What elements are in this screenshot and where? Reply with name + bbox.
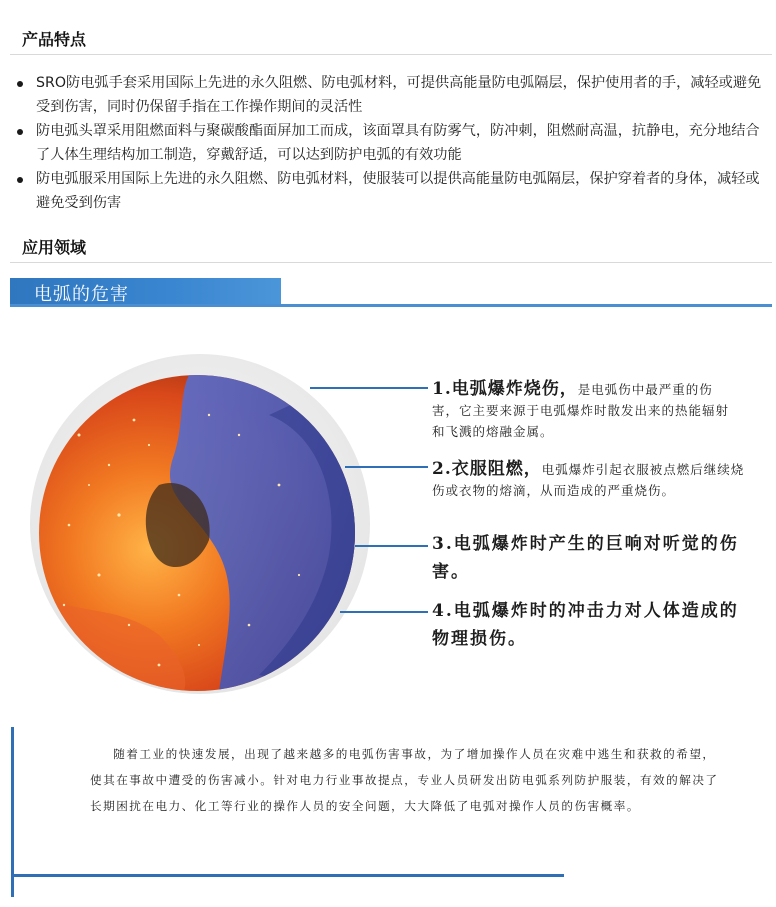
bullet-dot-icon — [17, 129, 23, 135]
arc-flash-photo — [39, 375, 355, 691]
connector-line-4 — [340, 611, 428, 613]
feature-text-hood: 防电弧头罩采用阻燃面料与聚碳酸酯面屏加工而成，该面罩具有防雾气，防冲刺，阻燃耐高温，抗静电，充分地结合了人体生理结构加工制造，穿戴舒适，可以达到防护电弧的有效功能 — [36, 123, 760, 163]
features-list — [14, 72, 770, 216]
hazard-body: 是电弧伤中最严重的伤害，它主要来源于电弧爆炸时散发出来的热能辐射和飞溅的熔融金属。 — [432, 382, 730, 439]
features-divider — [10, 54, 772, 55]
hazard-item-4 — [432, 597, 742, 653]
connector-line-2 — [345, 466, 428, 468]
application-heading: 应用领域 — [22, 238, 87, 257]
list-item — [14, 72, 770, 119]
connector-line-1 — [310, 387, 428, 389]
feature-text-gloves: SRO防电弧手套采用国际上先进的永久阻燃、防电弧材料，可提供高能量防电弧隔层，保护使用者的手，减轻或避免受到伤害，同时仍保留手指在工作操作期间的灵活性 — [36, 75, 762, 115]
application-divider — [10, 262, 772, 263]
hazard-head: 3.电弧爆炸时产生的巨响对听觉的伤害。 — [432, 534, 739, 582]
hazard-head: 2.衣服阻燃， — [432, 459, 542, 479]
bullet-dot-icon — [17, 81, 23, 87]
banner-title: 电弧的危害 — [34, 284, 129, 305]
list-item — [14, 120, 770, 167]
arc-flash-illustration — [39, 375, 355, 691]
feature-text-suit: 防电弧服采用国际上先进的永久阻燃、防电弧材料，使服装可以提供高能量防电弧隔层，保护穿着者的身体，减轻或避免受到伤害 — [36, 171, 760, 211]
summary-bottom-rule — [11, 874, 564, 877]
hazard-head: 1.电弧爆炸烧伤， — [432, 379, 578, 399]
summary-left-rule — [11, 727, 14, 897]
connector-line-3 — [355, 545, 428, 547]
list-item — [14, 168, 770, 215]
hazard-item-2 — [432, 454, 746, 501]
hazard-body: 电弧爆炸引起衣服被点燃后继续烧伤或衣物的熔滴，从而造成的严重烧伤。 — [432, 462, 745, 498]
hazard-item-1 — [432, 374, 732, 442]
summary-paragraph: 随着工业的快速发展，出现了越来越多的电弧伤害事故，为了增加操作人员在灾难中逃生和获救的希望，使其在事故中遭受的伤害减小。针对电力行业事故提点，专业人员研发出防电弧系列防护服装，有效的解决了长期困扰在电力、化工等行业的操作人员的安全问题，大大降低了电弧对操作人员的伤害概率。 — [90, 747, 719, 813]
bullet-dot-icon — [17, 177, 23, 183]
hazard-item-3 — [432, 530, 742, 586]
hazard-head: 4.电弧爆炸时的冲击力对人体造成的物理损伤。 — [432, 601, 739, 649]
features-heading: 产品特点 — [22, 30, 87, 49]
